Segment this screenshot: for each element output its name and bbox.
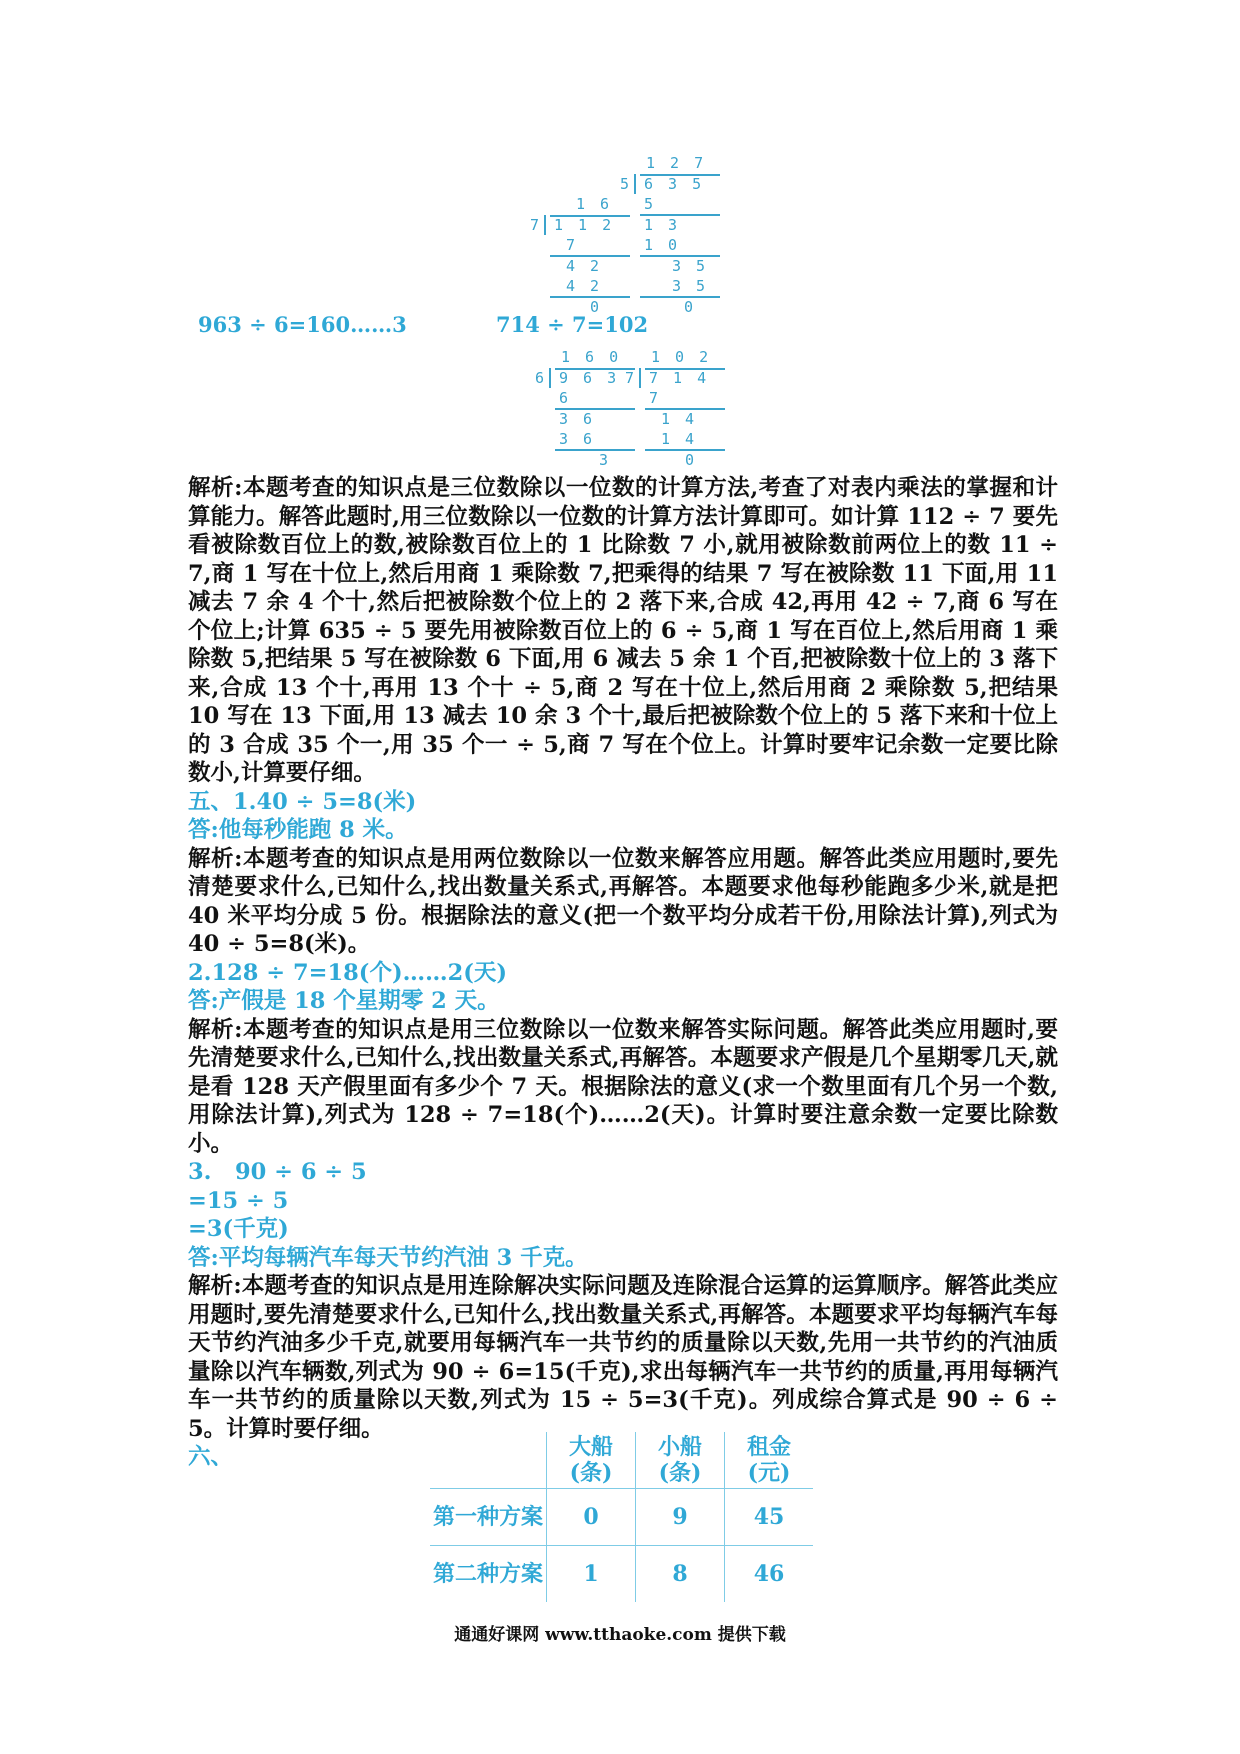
step: 3 6: [559, 430, 596, 448]
step: 5: [644, 195, 657, 213]
equation-963: 963 ÷ 6=160……3: [198, 312, 407, 337]
table-cell: 8: [636, 1546, 725, 1603]
table-row: [430, 1546, 813, 1603]
table-cell: 9: [636, 1489, 725, 1546]
q5-2-analysis: 解析:本题考查的知识点是用三位数除以一位数来解答实际问题。解答此类应用题时,要先清楚要求什么,已知什么,找出数量关系式,再解答。本题要求产假是几个星期零几天,就是看 128 天产假里面有多少个 7 天。根据除法的意义(求一个数里面有几个另一个数,用除法计算),列式为 128 ÷ 7=18(个)……2(天)。计算时要注意余数一定要比除数小。: [188, 1016, 1058, 1157]
divisor: 5: [620, 175, 633, 193]
q5-2-equation: 2.128 ÷ 7=18(个)……2(天): [188, 959, 508, 986]
footer-text: 通通好课网 www.tthaoke.com 提供下载: [454, 1625, 786, 1645]
quotient: 1 6 0: [561, 348, 622, 366]
table-header-row: [430, 1432, 813, 1489]
q5-3-equation: 3. 90 ÷ 6 ÷ 5: [188, 1159, 367, 1185]
step: 1 4: [661, 410, 698, 428]
step: 0: [685, 451, 698, 469]
table-cell: 第二种方案: [430, 1546, 547, 1603]
step: 4 2: [566, 257, 603, 275]
step: 0: [684, 298, 697, 316]
step: 6: [559, 389, 572, 407]
q5-1-analysis: 解析:本题考查的知识点是用两位数除以一位数来解答应用题。解答此类应用题时,要先清楚要求什么,已知什么,找出数量关系式,再解答。本题要求他每秒能跑多少米,就是把 40 米平均分成 5 份。根据除法的意义(把一个数平均分成若干份,用除法计算),列式为 40 ÷ 5=8(米)。: [188, 845, 1058, 957]
step: 4 2: [566, 277, 603, 295]
step: 3 5: [672, 257, 709, 275]
quotient: 1 0 2: [651, 348, 712, 366]
table-cell: 第一种方案: [430, 1489, 547, 1546]
plan-table: [430, 1432, 813, 1602]
table-header-cell: 小船(条): [636, 1432, 725, 1489]
table-header-cell: [430, 1432, 547, 1489]
section-6-heading: 六、: [188, 1444, 234, 1470]
step: 3 6: [559, 410, 596, 428]
answer-text: [188, 474, 1058, 1472]
table-cell: 45: [725, 1489, 814, 1546]
q5-3-result: =3(千克): [188, 1216, 289, 1242]
q5-3-answer: 答:平均每辆汽车每天节约汽油 3 千克。: [188, 1244, 588, 1271]
step: 7: [566, 236, 579, 254]
divisor: 7: [625, 369, 638, 387]
dividend: 1 1 2: [554, 216, 615, 234]
step: 3 5: [672, 277, 709, 295]
divisor: 6: [535, 369, 548, 387]
table-row: [430, 1489, 813, 1546]
step: 3: [599, 451, 612, 469]
dividend: 9 6 3: [559, 369, 620, 387]
q5-2-answer: 答:产假是 18 个星期零 2 天。: [188, 988, 500, 1014]
equation-714: 714 ÷ 7=102: [496, 312, 649, 337]
table-cell: 1: [547, 1546, 636, 1603]
quotient: 1 2 7: [646, 154, 707, 172]
step: 0: [590, 298, 603, 316]
q5-3-step: =15 ÷ 5: [188, 1187, 289, 1214]
step: 1 4: [661, 430, 698, 448]
step: 1 3: [644, 216, 681, 234]
q5-1-equation: 五、1.40 ÷ 5=8(米): [188, 788, 417, 815]
dividend: 7 1 4: [649, 369, 710, 387]
table-cell: 46: [725, 1546, 814, 1603]
table-header-cell: 租金(元): [725, 1432, 814, 1489]
table-header-cell: 大船(条): [547, 1432, 636, 1489]
quotient: 1 6: [576, 195, 613, 213]
table-cell: 0: [547, 1489, 636, 1546]
step: 7: [649, 389, 662, 407]
q5-3-analysis: 解析:本题考查的知识点是用连除解决实际问题及连除混合运算的运算顺序。解答此类应用题时,要先清楚要求什么,已知什么,找出数量关系式,再解答。本题要求平均每辆汽车每天节约汽油多少千克,就要用每辆汽车一共节约的质量除以天数,先用一共节约的汽油质量除以汽车辆数,列式为 90 ÷ 6=15(千克),求出每辆汽车一共节约的质量,再用每辆汽车一共节约的质量除以天数,列式为 15 ÷ 5=3(千克)。列成综合算式是 90 ÷ 6 ÷ 5。计算时要仔细。: [188, 1273, 1058, 1442]
dividend: 6 3 5: [644, 175, 705, 193]
divisor: 7: [530, 216, 543, 234]
step: 1 0: [644, 236, 681, 254]
analysis-1: 解析:本题考查的知识点是三位数除以一位数的计算方法,考查了对表内乘法的掌握和计算能力。解答此题时,用三位数除以一位数的计算方法计算即可。如计算 112 ÷ 7 要先看被除数百位上的数,被除数百位上的 1 比除数 7 小,就用被除数前两位上的数 11 ÷ 7,商 1 写在十位上,然后用商 1 乘除数 7,把乘得的结果 7 写在被除数 11 下面,用 11 减去 7 余 4 个十,然后把被除数个位上的 2 落下来,合成 42,再用 42 ÷ 7,商 6 写在个位上;计算 635 ÷ 5 要先用被除数百位上的 6 ÷ 5,商 1 写在百位上,然后用商 1 乘除数 5,把结果 5 写在被除数 6 下面,用 6 减去 5 余 1 个百,把被除数十位上的 3 落下来,合成 13 个十,再用 13 个十 ÷ 5,商 2 写在十位上,然后用商 2 乘除数 5,把结果 10 写在 13 下面,用 13 减去 10 余 3 个十,最后把被除数个位上的 5 落下来和十位上的 3 合成 35 个一,用 35 个一 ÷ 5,商 7 写在个位上。计算时要牢记余数一定要比除数小,计算要仔细。: [188, 475, 1058, 786]
q5-1-answer: 答:他每秒能跑 8 米。: [188, 817, 408, 843]
